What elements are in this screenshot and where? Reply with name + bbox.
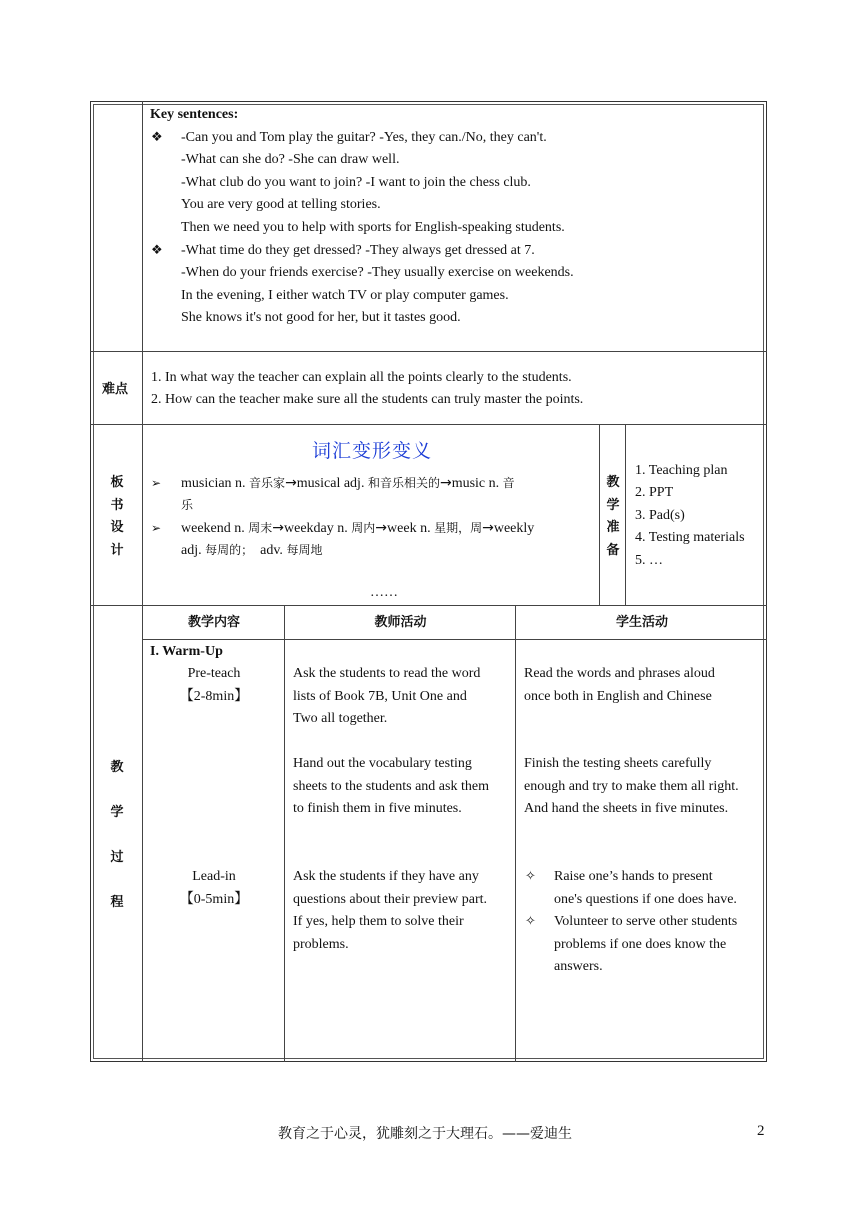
vocab-word: weekly xyxy=(493,521,535,536)
column-divider xyxy=(142,101,143,1062)
bullet-diamond-icon: ❖ xyxy=(151,243,163,258)
label-char: 计 xyxy=(110,542,124,558)
vocab-line xyxy=(181,472,515,495)
text-line: Ask the students to read the word xyxy=(293,666,481,681)
preparation-item: 1. Teaching plan xyxy=(635,463,728,478)
teacher-activity xyxy=(293,663,480,731)
board-design-label xyxy=(102,471,132,561)
process-label xyxy=(102,756,132,936)
vocab-word: music n. xyxy=(451,476,500,491)
text-line: problems. xyxy=(293,936,349,952)
vocab-word: weekday n. xyxy=(284,521,348,536)
arrow-icon: → xyxy=(272,520,285,536)
text-line: Raise one’s hands to present xyxy=(554,869,713,884)
stage-name: Lead-in xyxy=(192,869,236,884)
text-line: Two all together. xyxy=(293,711,388,726)
stage-lead-in xyxy=(143,866,285,911)
vocab-line xyxy=(181,517,534,540)
row-divider xyxy=(90,424,767,425)
header-student: 学生活动 xyxy=(615,615,668,630)
arrow-icon: → xyxy=(285,475,297,491)
vocab-meaning: 周末 xyxy=(248,521,273,535)
vocab-word: adj. xyxy=(181,543,202,558)
text-line: answers. xyxy=(554,959,603,974)
stage-name: Pre-teach xyxy=(187,666,241,681)
text-line: questions about their preview part. xyxy=(293,891,488,907)
label-char: 板 xyxy=(110,475,124,490)
vocab-meaning: 乐 xyxy=(181,498,194,512)
label-char: 设 xyxy=(110,520,124,535)
teacher-activity xyxy=(293,866,487,956)
row-divider xyxy=(90,351,767,352)
stage-time: 【0-5min】 xyxy=(179,891,249,907)
text-line: Read the words and phrases aloud xyxy=(524,666,715,681)
key-sentence: -What can she do? -She can draw well. xyxy=(181,152,400,167)
label-char: 准 xyxy=(606,520,620,535)
label-char: 书 xyxy=(110,497,124,513)
difficulties-label: 难点 xyxy=(102,382,129,397)
board-design-title: 词汇变形变义 xyxy=(312,440,433,462)
text-line: Hand out the vocabulary testing xyxy=(293,756,472,771)
key-sentence: -What club do you want to join? -I want to join the chess club. xyxy=(181,175,531,190)
text-line: to finish them in five minutes. xyxy=(293,801,462,816)
header-content: 教学内容 xyxy=(187,615,240,630)
page-number: 2 xyxy=(757,1123,765,1139)
key-sentence: You are very good at telling stories. xyxy=(181,197,381,212)
key-sentence: -What time do they get dressed? -They always get dressed at 7. xyxy=(181,243,535,258)
stage-time: 【2-8min】 xyxy=(179,688,249,704)
label-char: 学 xyxy=(110,805,124,820)
preparation-label xyxy=(600,471,626,561)
preparation-item: 3. Pad(s) xyxy=(635,508,685,523)
difficulty-item: 1. In what way the teacher can explain all the points clearly to the students. xyxy=(151,370,572,385)
text-line: If yes, help them to solve their xyxy=(293,914,464,929)
text-line: sheets to the students and ask them xyxy=(293,778,489,794)
section-title: I. Warm-Up xyxy=(150,644,223,659)
arrow-icon: → xyxy=(482,520,494,536)
vocab-word: adv. xyxy=(260,543,283,558)
label-char: 过 xyxy=(110,850,124,865)
text-line: enough and try to make them all right. xyxy=(524,778,739,794)
preparation-item: 4. Testing materials xyxy=(635,530,745,545)
vocab-word: musical adj. xyxy=(296,476,365,491)
student-bullet-text xyxy=(554,866,737,911)
label-char: 学 xyxy=(606,497,620,513)
teacher-activity xyxy=(293,753,489,821)
text-line: lists of Book 7B, Unit One and xyxy=(293,688,467,704)
text-line: problems if one does know the xyxy=(554,936,727,952)
vocab-word: week n. xyxy=(387,521,431,536)
text-line: Ask the students if they have any xyxy=(293,869,479,884)
vocab-meaning: 每周地 xyxy=(286,543,323,557)
label-char: 程 xyxy=(110,895,124,910)
student-activity xyxy=(524,663,715,708)
label-char: 教 xyxy=(110,760,124,775)
key-sentence: She knows it's not good for her, but it tastes good. xyxy=(181,310,461,325)
vocab-meaning: 音 xyxy=(502,476,515,490)
ellipsis: …… xyxy=(370,585,398,600)
vocab-word: weekend n. xyxy=(181,521,245,536)
footer-quote: 教育之于心灵，犹雕刻之于大理石。——爱迪生 xyxy=(278,1126,572,1142)
label-char: 教 xyxy=(606,475,620,490)
text-line: Finish the testing sheets carefully xyxy=(524,756,712,771)
bullet-arrowhead-icon: ➢ xyxy=(151,521,162,535)
arrow-icon: → xyxy=(375,520,388,536)
vocab-word: musician n. xyxy=(181,476,246,491)
vocab-meaning: 星期，周 xyxy=(434,521,483,535)
arrow-icon: → xyxy=(439,475,452,491)
key-sentences-heading: Key sentences: xyxy=(150,107,239,122)
vocab-meaning: 和音乐相关的 xyxy=(367,476,440,490)
preparation-item: 5. … xyxy=(635,553,663,568)
vocab-line xyxy=(181,539,322,562)
difficulty-item: 2. How can the teacher make sure all the students can truly master the points. xyxy=(151,392,584,407)
text-line: once both in English and Chinese xyxy=(524,688,712,704)
label-char: 备 xyxy=(606,542,620,558)
text-line: one's questions if one does have. xyxy=(554,891,737,907)
text-line: And hand the sheets in five minutes. xyxy=(524,801,729,816)
key-sentence: In the evening, I either watch TV or play computer games. xyxy=(181,288,509,303)
key-sentence: -When do your friends exercise? -They usually exercise on weekends. xyxy=(181,265,574,280)
text-line: Volunteer to serve other students xyxy=(554,914,738,929)
student-bullet-text xyxy=(554,911,737,979)
header-teacher: 教师活动 xyxy=(374,615,427,630)
student-activity xyxy=(524,753,739,821)
key-sentence: Then we need you to help with sports for English-speaking students. xyxy=(181,220,565,235)
key-sentence: -Can you and Tom play the guitar? -Yes, they can./No, they can't. xyxy=(181,130,547,145)
column-divider xyxy=(515,605,516,1062)
bullet-diamond-icon: ❖ xyxy=(151,130,163,145)
star-bullet-icon: ✧ xyxy=(525,914,536,929)
bullet-arrowhead-icon: ➢ xyxy=(151,476,162,490)
vocab-meaning: 周内 xyxy=(351,521,376,535)
preparation-item: 2. PPT xyxy=(635,485,674,500)
vocab-meaning: 音乐家 xyxy=(249,476,286,490)
star-bullet-icon: ✧ xyxy=(525,869,536,884)
stage-pre-teach xyxy=(143,663,285,708)
vocab-meaning: 每周的； xyxy=(205,543,254,557)
